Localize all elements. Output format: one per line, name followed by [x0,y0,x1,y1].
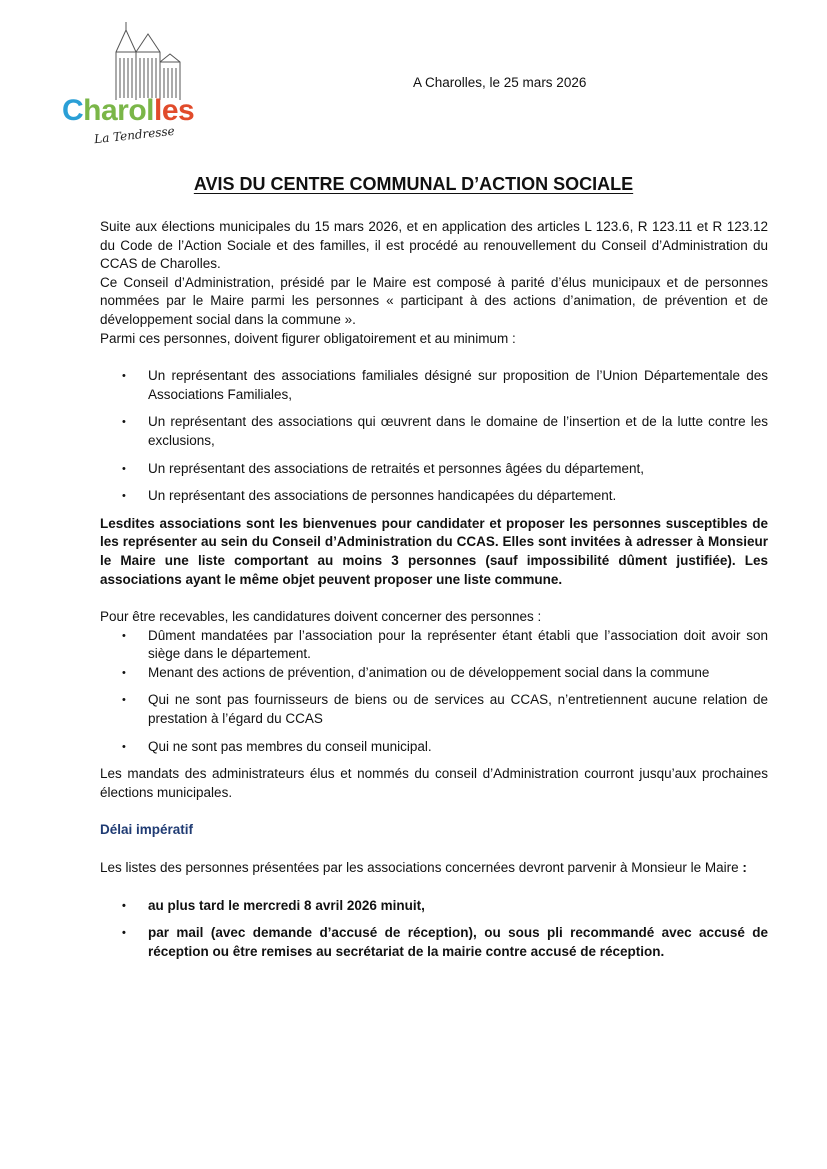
charolles-logo [58,22,198,147]
logo-letter-c: C [62,94,84,127]
delai-intro-text: Les listes des personnes présentées par les associations concernées devront parvenir à Monsieur le Maire [100,860,739,876]
logo-tagline: La Tendresse [93,123,176,147]
list-item-text: Menant des actions de prévention, d’animation ou de développement social dans la commune [148,664,710,680]
recevables-intro: Pour être recevables, les candidatures doivent concerner des personnes : [100,609,542,625]
page-title: AVIS DU CENTRE COMMUNAL D’ACTION SOCIALE [193,174,634,194]
list-item [100,487,768,506]
bullet-icon: • [122,899,126,912]
logo-letters-harol: harol [83,94,155,127]
list-item [100,664,768,683]
required-representatives-list [100,367,768,506]
list-item [100,413,768,450]
document-body [100,218,768,961]
list-item [100,627,768,664]
list-item-text: Un représentant des associations qui œuvrent dans le domaine de l’insertion et de la lutte contre les exclusions, [148,414,768,448]
list-item-text: Un représentant des associations de personnes handicapées du département. [148,488,617,504]
logo-wordmark [62,96,194,126]
list-item [100,897,768,916]
intro-paragraph-3: Parmi ces personnes, doivent figurer obligatoirement et au minimum : [100,330,516,346]
bullet-icon: • [122,666,126,679]
list-item-text: Un représentant des associations de retraités et personnes âgées du département, [148,460,645,476]
eligibility-conditions-list [100,627,768,757]
bullet-icon: • [122,740,126,753]
list-item-text: par mail (avec demande d’accusé de réception), ou sous pli recommandé avec accusé de réception ou être remises au secrétariat de la mairie contre accusé de réception. [148,925,768,959]
bullet-icon: • [122,462,126,475]
bullet-icon: • [122,629,126,642]
delai-intro [100,859,768,878]
list-item-text: Un représentant des associations familiales désigné sur proposition de l’Union Départementale des Associations Familiales, [148,368,768,402]
delai-intro-colon: : [738,860,747,876]
intro-paragraph-1: Suite aux élections municipales du 15 mars 2026, et en application des articles L 123.6, R 123.11 et R 123.12 du Code de l’Action Sociale et des familles, il est procédé au renouvellement du Conseil d’Administration du CCAS de Charolles. [100,219,768,272]
list-item-text: Qui ne sont pas membres du conseil municipal. [148,738,432,754]
list-item-text: Dûment mandatées par l’association pour la représenter étant établi que l’association doit avoir son siège dans le département. [148,627,768,662]
mandats-paragraph: Les mandats des administrateurs élus et nommés du conseil d’Administration courront jusqu’aux prochaines élections municipales. [100,766,768,800]
bullet-icon: • [122,416,126,429]
list-item [100,738,768,757]
delai-conditions-list [100,897,768,962]
list-item-text: Qui ne sont pas fournisseurs de biens ou de services au CCAS, n’entretiennent aucune relation de prestation à l’égard du CCAS [148,692,768,727]
bullet-icon: • [122,370,126,383]
bullet-icon: • [122,490,126,503]
intro-paragraph-2: Ce Conseil d’Administration, présidé par le Maire est composé à parité d’élus municipaux et de personnes nommées par le Maire parmi les personnes « participant à des actions d’animation, de prévention et de développement social dans la commune ». [100,274,768,327]
date-line: A Charolles, le 25 mars 2026 [413,75,587,90]
bullet-icon: • [122,927,126,940]
associations-invitation-paragraph: Lesdites associations sont les bienvenues pour candidater et proposer les personnes susceptibles de les représenter au sein du Conseil d’Administration du CCAS. Elles sont invitées à adresser à Monsieur le Maire une liste comportant au moins 3 personnes (sauf impossibilité dûment justifiée). Les associations ayant le même objet peuvent proposer une liste commune. [100,515,768,587]
castle-tower-icon [98,22,188,102]
list-item [100,691,768,728]
list-item [100,460,768,479]
bullet-icon: • [122,694,126,707]
logo-letters-les: les [154,94,195,127]
list-item-text: au plus tard le mercredi 8 avril 2026 minuit, [148,897,425,913]
list-item [100,367,768,404]
delai-heading: Délai impératif [100,822,194,838]
list-item [100,924,768,961]
